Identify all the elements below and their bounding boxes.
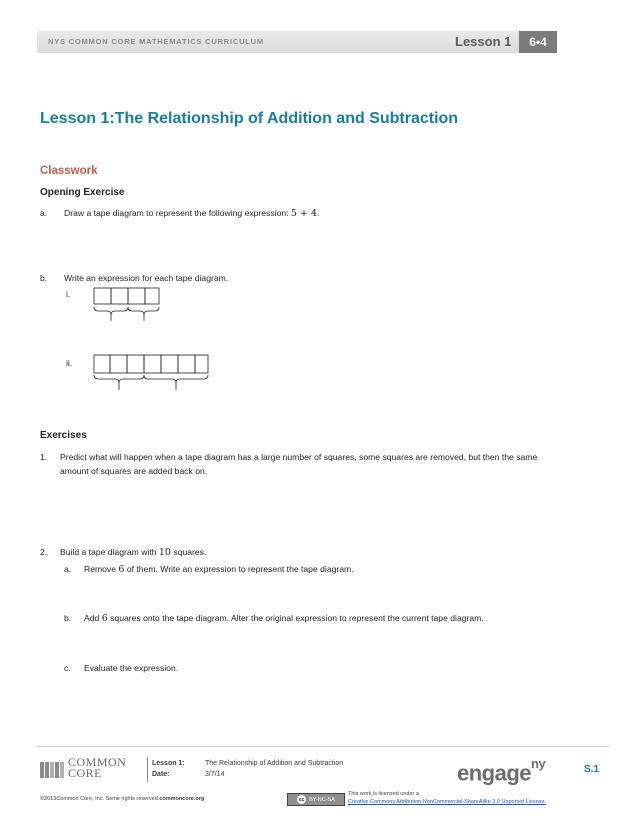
item-a-period: . — [317, 208, 320, 218]
exercise-1-marker: 1. — [40, 452, 48, 462]
curriculum-label: NYS COMMON CORE MATHEMATICS CURRICULUM — [48, 37, 264, 46]
exercise-2b-post: squares onto the tape diagram. Alter the original expression to represent the current tape diagram. — [110, 613, 484, 623]
exercise-2c-text: Evaluate the expression. — [84, 663, 179, 673]
exercises-heading: Exercises — [40, 430, 87, 441]
classwork-heading: Classwork — [40, 165, 98, 177]
tape-ii-square-4 — [144, 355, 161, 373]
engage-text: engage — [457, 760, 532, 786]
item-b-marker: b. — [40, 273, 48, 283]
tape-ii-square-1 — [94, 355, 110, 373]
tape-diagram-i — [90, 286, 162, 324]
grade-module-badge: 6•4 — [519, 31, 557, 53]
exercise-2b-number: 6 — [101, 613, 108, 624]
item-a-expression: 5 + 4 — [290, 208, 317, 219]
exercise-1-text: Predict what will happen when a tape diagram has a large number of squares, some squares are removed, but then the same amount of squares are added back on. — [60, 452, 538, 476]
opening-exercise-heading: Opening Exercise — [40, 187, 125, 198]
common-core-logo-text — [68, 757, 126, 779]
exercise-2-marker: 2. — [40, 547, 48, 557]
tape-ii-square-2 — [110, 355, 127, 373]
exercise-2-post: squares. — [173, 547, 207, 557]
copyright-link[interactable]: commoncore.org — [159, 796, 205, 802]
tape-i-square-3 — [128, 288, 145, 304]
footer-lesson-value: The Relationship of Addition and Subtraction — [205, 760, 344, 767]
header-lesson: Lesson 1 — [455, 34, 512, 49]
creative-commons-icon: cc — [298, 796, 305, 803]
tape-ii-brace-right — [144, 375, 208, 383]
license-link[interactable]: Creative Commons Attribution-NonCommercial-ShareAlike 3.0 Unported License. — [348, 799, 547, 805]
ny-text: ny — [531, 756, 546, 771]
tape-ii-square-6 — [178, 355, 195, 373]
exercise-2b-marker: b. — [64, 613, 72, 623]
exercise-2c-marker: c. — [64, 663, 71, 673]
tape-ii-square-5 — [161, 355, 178, 373]
exercise-2b-pre: Add — [84, 613, 100, 623]
exercise-2-pre: Build a tape diagram with — [60, 547, 157, 557]
license-badge[interactable] — [287, 793, 345, 806]
exercise-2a-post: of them. Write an expression to represent the tape diagram. — [126, 564, 354, 574]
tape-i-brace-left — [94, 307, 128, 315]
license-line-1: This work is licensed under a — [348, 791, 419, 797]
exercise-2-number: 10 — [158, 547, 171, 558]
footer-date-value: 3/7/14 — [205, 771, 225, 778]
item-b-ii-label: ii. — [66, 358, 73, 368]
tape-diagram-ii — [90, 353, 212, 393]
exercise-2a-number: 6 — [118, 564, 125, 575]
footer-divider — [37, 746, 609, 747]
exercise-2-text — [60, 545, 206, 560]
logo-line-2: CORE — [68, 766, 103, 780]
exercise-2a-marker: a. — [64, 564, 72, 574]
footer-separator — [147, 757, 148, 782]
exercise-2a-text — [84, 562, 354, 577]
copyright — [40, 796, 204, 802]
tape-i-brace-right — [128, 307, 159, 315]
tape-i-square-2 — [111, 288, 128, 304]
exercise-2a-pre: Remove — [84, 564, 116, 574]
item-a-text — [64, 206, 319, 221]
tape-ii-square-3 — [127, 355, 144, 373]
tape-i-square-1 — [94, 288, 111, 304]
page-title: Lesson 1:The Relationship of Addition and Subtraction — [40, 110, 459, 127]
item-a-instruction: Draw a tape diagram to represent the following expression: — [64, 208, 289, 218]
footer-lesson-label: Lesson 1: — [152, 760, 185, 767]
license-badge-text: BY-NC-SA — [309, 796, 335, 803]
page-number: S.1 — [584, 764, 600, 775]
logo-line-1: COMMON — [68, 755, 127, 769]
tape-ii-brace-left — [94, 375, 144, 383]
item-b-i-label: i. — [66, 289, 71, 299]
item-b-text: Write an expression for each tape diagram. — [64, 273, 229, 283]
copyright-text: ©2013Common Core, Inc. Some rights reserved. — [40, 796, 160, 802]
tape-i-square-4 — [145, 288, 159, 304]
tape-ii-square-7 — [195, 355, 208, 373]
footer-date-label: Date: — [152, 771, 170, 778]
common-core-logo-icon — [40, 760, 66, 780]
exercise-2b-text — [84, 611, 484, 626]
item-a-marker: a. — [40, 208, 48, 218]
engageny-logo — [457, 756, 546, 786]
